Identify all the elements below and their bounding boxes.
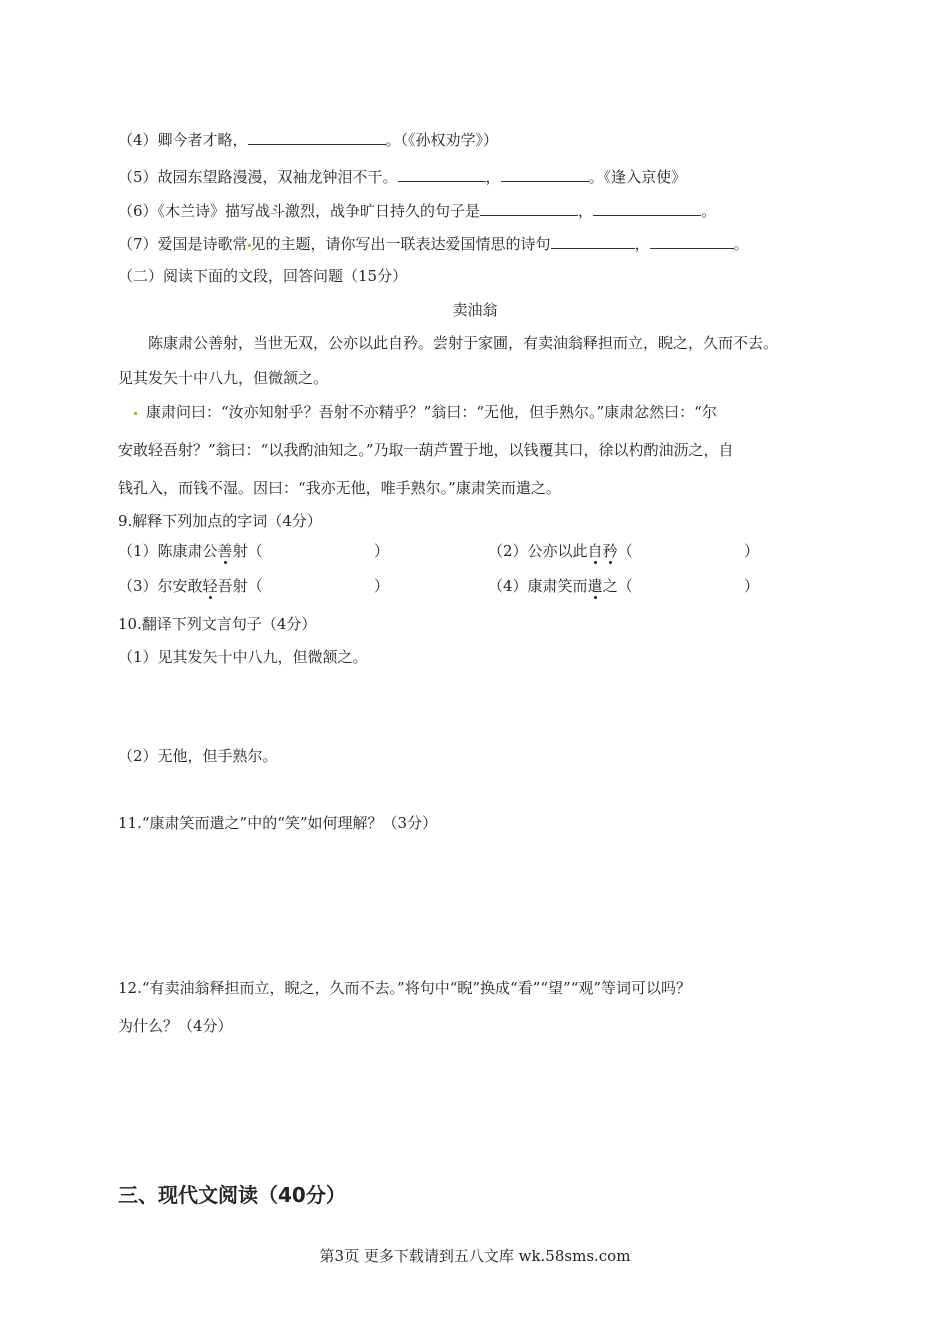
q9-item-2-close: ） [744,542,760,560]
answer-blank[interactable] [480,199,578,216]
question-4: （4）卿今者才略， 。（《孙权劝学》） [118,128,498,150]
q9-item-1-close: ） [374,542,390,560]
question-12-line2: 为什么？（4分） [118,1017,233,1035]
answer-blank[interactable] [551,232,635,249]
dotted-char: 自 [587,542,603,560]
q9-item-4: （4）康肃笑而遣之（ [488,577,633,595]
q9-item-1: （1）陈康肃公善射（ [118,542,263,560]
passage-line: 康肃问曰：“汝亦知射乎？吾射不亦精乎？”翁曰：“无他，但手熟尔。”康肃忿然曰：“尔 [134,402,717,422]
answer-blank[interactable] [501,165,589,182]
dotted-char: 善 [217,542,233,560]
edit-mark [134,412,137,415]
q9-item-3: （3）尔安敢轻吾射（ [118,577,263,595]
q9-item-4-close: ） [744,577,760,595]
passage-line: 钱孔入，而钱不湿。因曰：“我亦无他，唯手熟尔。”康肃笑而遣之。 [118,479,561,497]
dotted-char: 矜 [602,542,618,560]
question-11: 11.“康肃笑而遣之”中的“笑”如何理解？（3分） [118,814,438,832]
question-12-line1: 12.“有卖油翁释担而立，睨之，久而不去。”将句中“睨”换成“看”“望”“观”等词可以吗？ [118,979,692,997]
question-5: （5）故园东望路漫漫，双袖龙钟泪不干。 ， 。《逢入京使》 [118,165,686,187]
question-9-stem: 9.解释下列加点的字词（4分） [118,512,322,530]
dotted-char: 轻 [202,577,218,595]
question-7: （7）爱国是诗歌常 见的主题，请你写出一联表达爱国情思的诗句 ， 。 [118,232,749,254]
q9-item-2: （2）公亦以此自矜（ [488,542,633,560]
passage-title: 卖油翁 [452,301,498,319]
page-footer: 第3页 更多下载请到五八文库 wk.58sms.com [319,1247,631,1265]
question-10-stem: 10.翻译下列文言句子（4分） [118,615,317,633]
answer-blank[interactable] [398,165,486,182]
section-3-heading: 三、现代文阅读（40分） [118,1183,346,1207]
question-6: （6）《木兰诗》描写战斗激烈，战争旷日持久的句子是 ， 。 [118,199,716,221]
answer-blank[interactable] [248,128,386,145]
answer-blank[interactable] [593,199,701,216]
q9-item-3-close: ） [374,577,390,595]
q10-sentence-1: （1）见其发矢十中八九，但微颔之。 [118,648,368,666]
q10-sentence-2: （2）无他，但手熟尔。 [118,747,278,765]
dotted-char: 遣 [587,577,603,595]
answer-blank[interactable] [650,232,734,249]
passage-line: 陈康肃公善射，当世无双，公亦以此自矜。尝射于家圃，有卖油翁释担而立，睨之，久而不去。 [148,334,779,352]
passage-line: 见其发矢十中八九，但微颔之。 [118,369,329,387]
passage-line: 安敢轻吾射？”翁曰：“以我酌油知之。”乃取一葫芦置于地，以钱覆其口，徐以杓酌油沥之，自 [118,441,734,459]
part2-heading: （二）阅读下面的文段，回答问题（15分） [118,267,408,285]
